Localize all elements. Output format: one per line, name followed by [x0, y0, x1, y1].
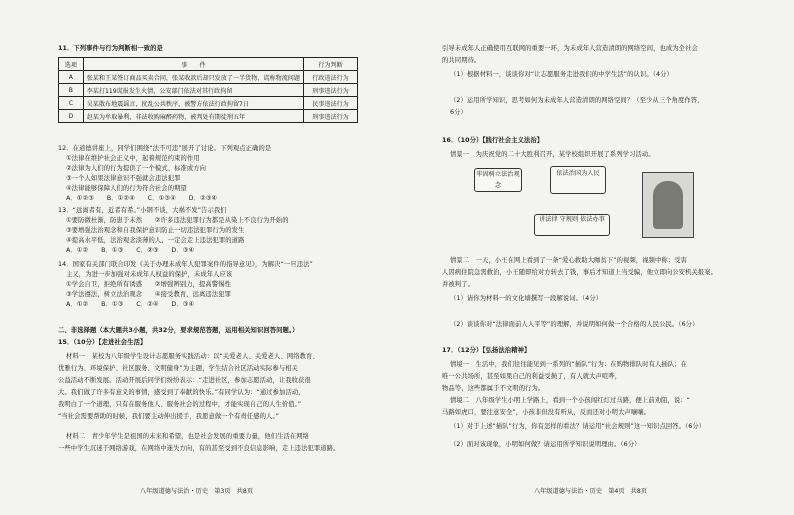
illustration-scroll	[454, 162, 714, 248]
q14-line: ①学会自卫，拒绝所有诱惑 ②增强辨别力，提高警惕性	[66, 281, 232, 288]
q15-title: 15．（10分）【走进社会生活】	[58, 339, 147, 346]
q16-line: 人因病住院急需救治，小王随即给对方转去了钱，事后才知道上当受骗，他立即向公安机关报案。	[442, 269, 718, 276]
row-event: 吴某散布地震谣言，扰乱公共秩序，被警方依法行政拘留7日	[83, 97, 303, 110]
q17-line: 情境二 八年级学生小明上学路上，看到一个小孩闯红灯过马路，便上前劝阻，说：“	[450, 397, 691, 404]
q13-line: 13．“远离者有，近者有希。”小钢不谈，大祸不发”告示我们	[58, 207, 227, 214]
q15-line: 优雅行为、环境保护、社区服务、文明健身”为主题，学生结合社区活动实际参与相关	[58, 365, 299, 372]
q11-table	[58, 57, 358, 123]
table-row	[59, 110, 358, 123]
q14-line: 主又，为进一步加强对未成年人权益的保护，未成年人应该	[66, 271, 233, 278]
q13-line: A．①② B．①③ C．②③ D．③④	[66, 247, 195, 254]
q15-question-2: （2）运用所学知识，思考如何为未成年人营造清朗的网络空间？（至少从三个角度作答，	[450, 97, 704, 104]
q12-line: ②法律为人们的行为提供了一个模式、标准或方向	[66, 165, 207, 172]
q15-question-1: （1）根据材料一，谈谈你对“让志愿服务走进我们的中学生活”的认识。（4分）	[450, 71, 673, 78]
q16-question-2: （2）谈谈你对“法律面前人人平等”的理解，并说明如何做一个合格的人民公民。（6分）	[450, 321, 699, 328]
q16-title: 16．（10分）【践行社会主义法治】	[442, 137, 544, 144]
row-judgement: 刑事违法行为	[304, 84, 358, 97]
q14-line: 14．国家有关部门联合印发《关于办理未成年人犯罪案件的指导意见》，为解决“一旦违法”	[58, 261, 313, 268]
q16-line: 情景二 一天，小王在网上看到了一条“爱心救助大咖贫下”的视频，视频中称：受害	[450, 257, 688, 264]
right-page	[442, 0, 772, 515]
left-page	[58, 0, 393, 515]
q16-line: 并被判了。	[442, 281, 474, 288]
q13-line: ③要增强法治观念和自我保护意识防止一切违法犯罪行为的发生	[66, 227, 245, 234]
top-line: 的共同期待。	[442, 57, 481, 64]
q13-line: ①要防微杜渐，防患于未然 ②许多违法犯罪行为都是从染上不良行为开始的	[66, 217, 289, 224]
row-event: 张某和王某签订商品买卖合同，张某收款后却只发放了一半货物，谎称物流问题	[83, 71, 303, 84]
row-judgement: 行政违法行为	[304, 71, 358, 84]
q17-title: 17．（12分）【弘扬法治精神】	[442, 347, 531, 354]
row-event: 赵某为牟取暴利，非法收购麻醉药物，被判处有期徒刑五年	[83, 110, 303, 123]
reading-figure-image	[642, 172, 694, 238]
q12-line: ④法律能够保障人们的行为符合社会的期望	[66, 185, 187, 192]
q15-line: 公益活动不断发展。活动开展后同学们纷纷表示：“走进社区，参加志愿活动，让我收获很	[58, 377, 311, 384]
row-event: 李某打119谎报发生火情，公安部门依法对其行政拘留	[83, 84, 303, 97]
row-option: B	[59, 84, 84, 97]
figure-silhouette	[653, 181, 683, 229]
q14-line: ③学法遵法，树立法治观念 ④接受教育，远离违法犯罪	[66, 291, 232, 298]
q15-line: 我明白了一个道理，只有在服务他人、服务社会的过程中，才能实现自己的人生价值。”	[58, 401, 302, 408]
row-option: D	[59, 110, 84, 123]
q12-line: ③一个人如果法律意识不强就会违法犯罪	[66, 175, 181, 182]
q15-line: 材料一 某校为八年级学生设计志愿服务实践活动：以“关爱老人、关爱老人、网络教育、	[66, 353, 319, 360]
q11-table-header-row	[59, 58, 358, 71]
header-event: 事 件	[83, 58, 303, 71]
q12-line: A．①②③ B．①②④ C．①③④ D．②③④	[66, 195, 218, 202]
q16-intro: 情景一 为庆祝党的二十大胜利召开，某学校组织开展了系列学习活动。	[450, 151, 655, 158]
q17-line: 唯一公共场所，甚至如果自己的利益受损了，有人就大声喧哗，	[442, 373, 622, 380]
header-option: 选项	[59, 58, 84, 71]
q17-question-2: （2）面对该现象，小明如何做？请运用所学知识说明理由。（6分）	[450, 441, 641, 448]
table-row	[59, 84, 358, 97]
q12-line: 12．在道德讲座上，同学们围绕“法不可违”展开了讨论。下列观点正确的是	[58, 145, 272, 152]
q17-line: 马路如虎口，要注意安全”，小孩非但没有听从，反而还对小明大声嚷嚷。	[442, 409, 651, 416]
top-line: 引导未成年人正确使用互联网的重要一环，为未成年人营造清朗的网络空间，也成为全社会	[442, 45, 698, 52]
banner-bottom: 讲法律 守规则 依法办事	[534, 214, 610, 236]
section-2-heading: 二、非选择题（本大题共3小题，共32分，要求规范答题，运用相关知识回答问题。）	[58, 327, 299, 334]
banner-center: 依法治国为人民	[550, 166, 606, 194]
right-page-footer: 八年级道德与法治・历史 第4页 共8页	[534, 488, 648, 495]
q15-line: “当社会需要帮助的时候，我们要主动伸出援手，我愿意做一个有责任感的人。”	[58, 413, 280, 420]
header-judgement: 行为判断	[304, 58, 358, 71]
row-judgement: 民事违法行为	[304, 97, 358, 110]
table-row	[59, 71, 358, 84]
q15-line: 材料二 青少年学生是祖国的未来和希望，也是社会发展的重要力量，他们生活在网络	[66, 433, 310, 440]
row-option: A	[59, 71, 84, 84]
q15-line: 一些中学生沉迷于网络游戏，在网络中迷失方向，有的甚至受到不良信息影响，走上违法犯罪道路。	[58, 445, 340, 452]
q17-question-1: （1）对于上述“插队”行为，你有怎样的看法？请运用“社会规则”这一知识点回答。（6分）	[450, 423, 706, 430]
table-row	[59, 97, 358, 110]
row-judgement: 刑事违法行为	[304, 110, 358, 123]
left-page-footer: 八年级道德与法治・历史 第3页 共8页	[140, 488, 254, 495]
q15-line: 大。我们做了许多有意义的事情，感受到了奉献的快乐。”有同学认为：“通过参加活动，	[58, 389, 305, 396]
q11-title: 11．下列事件与行为判断相一致的是	[58, 45, 163, 52]
q15-question-2-points: 6分）	[450, 109, 467, 116]
q17-line: 物品等，这些都属于不文明的行为。	[442, 385, 545, 392]
banner-left: 牢固树立法治观念	[474, 168, 522, 192]
q13-line: ④提高水平低，法治观念淡薄的人，一定会走上违法犯罪的道路	[66, 237, 245, 244]
q17-line: 情境一 生活中，我们往往能见到一系列的“插队”行为：在购物排队时有人插队；在	[450, 361, 688, 368]
q12-line: ①法律在维护社会正义中，起着规范约束的作用	[66, 155, 200, 162]
q14-line: A．①② B．①③ C．②④ D．③④	[66, 301, 195, 308]
row-option: C	[59, 97, 84, 110]
q16-question-1: （1）请你为材料一的文化墙撰写一段解说词。（4分）	[450, 295, 603, 302]
